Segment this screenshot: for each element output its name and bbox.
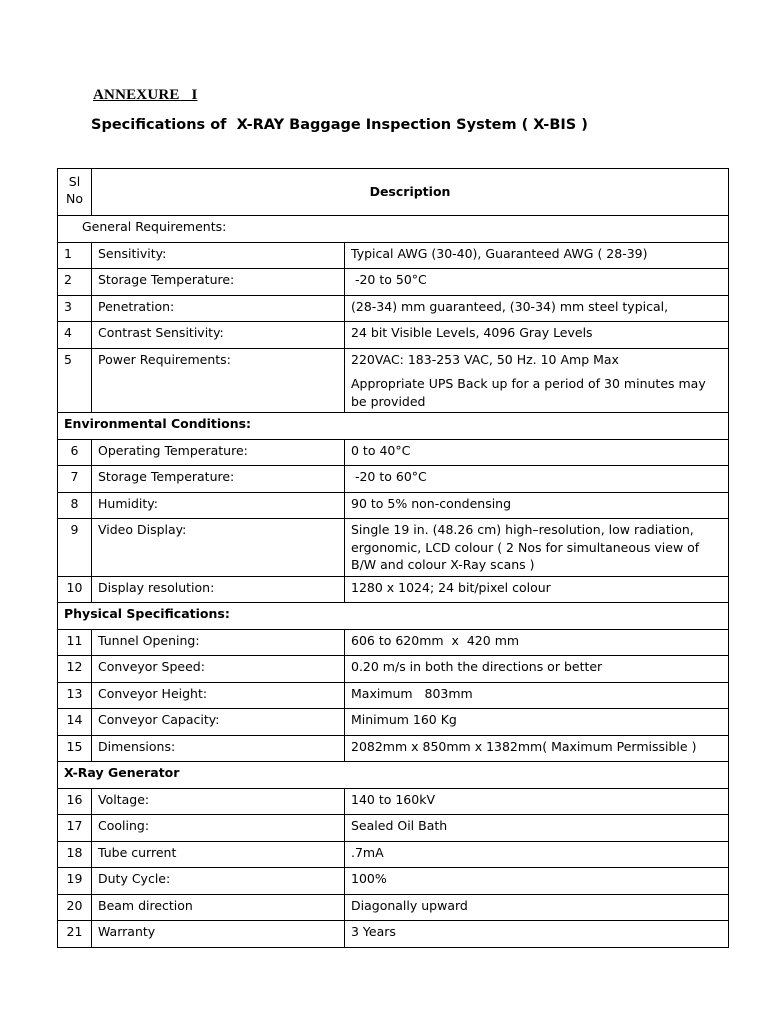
table-row xyxy=(58,269,729,296)
row-parameter: Contrast Sensitivity: xyxy=(92,322,345,349)
power-spec-text: 220VAC: 183-253 VAC, 50 Hz. 10 Amp Max xyxy=(351,351,619,367)
row-value xyxy=(345,348,729,413)
row-parameter: Sensitivity: xyxy=(92,242,345,269)
row-number: 7 xyxy=(58,466,92,493)
table-row xyxy=(58,348,729,413)
row-value: 140 to 160kV xyxy=(345,788,729,815)
row-parameter: Storage Temperature: xyxy=(92,269,345,296)
row-parameter: Penetration: xyxy=(92,295,345,322)
table-row xyxy=(58,466,729,493)
row-value: Minimum 160 Kg xyxy=(345,709,729,736)
table-row xyxy=(58,439,729,466)
row-value: Single 19 in. (48.26 cm) high–resolution, low radiation, ergonomic, LCD colour ( 2 Nos for simultaneous view of B/W and colour X-Ray scans ) xyxy=(345,519,729,577)
row-value: 24 bit Visible Levels, 4096 Gray Levels xyxy=(345,322,729,349)
table-row xyxy=(58,709,729,736)
table-row xyxy=(58,576,729,603)
row-parameter: Power Requirements: xyxy=(92,348,345,413)
row-number: 19 xyxy=(58,868,92,895)
row-value: (28-34) mm guaranteed, (30-34) mm steel typical, xyxy=(345,295,729,322)
row-number: 15 xyxy=(58,735,92,762)
table-row xyxy=(58,492,729,519)
row-number: 11 xyxy=(58,629,92,656)
row-parameter: Operating Temperature: xyxy=(92,439,345,466)
specifications-table xyxy=(57,168,729,948)
row-value: 3 Years xyxy=(345,921,729,948)
row-number: 21 xyxy=(58,921,92,948)
table-row xyxy=(58,682,729,709)
row-number: 18 xyxy=(58,841,92,868)
section-row xyxy=(58,762,729,789)
row-value: 90 to 5% non-condensing xyxy=(345,492,729,519)
row-number: 1 xyxy=(58,242,92,269)
header-sl-no: Sl No xyxy=(58,169,92,216)
row-number: 5 xyxy=(58,348,92,413)
table-row xyxy=(58,788,729,815)
row-value: Sealed Oil Bath xyxy=(345,815,729,842)
row-parameter: Tube current xyxy=(92,841,345,868)
row-value: -20 to 60°C xyxy=(345,466,729,493)
table-row xyxy=(58,519,729,577)
table-row xyxy=(58,921,729,948)
table-row xyxy=(58,868,729,895)
row-value: 100% xyxy=(345,868,729,895)
table-row xyxy=(58,629,729,656)
row-number: 2 xyxy=(58,269,92,296)
row-number: 6 xyxy=(58,439,92,466)
row-parameter: Conveyor Speed: xyxy=(92,656,345,683)
ups-spec-text: Appropriate UPS Back up for a period of 30 minutes may be provided xyxy=(351,376,706,409)
row-number: 10 xyxy=(58,576,92,603)
section-xray-generator: X-Ray Generator xyxy=(58,762,729,789)
row-number: 20 xyxy=(58,894,92,921)
row-number: 4 xyxy=(58,322,92,349)
row-number: 3 xyxy=(58,295,92,322)
row-number: 9 xyxy=(58,519,92,577)
table-header-row xyxy=(58,169,729,216)
row-parameter: Tunnel Opening: xyxy=(92,629,345,656)
row-number: 17 xyxy=(58,815,92,842)
row-value: Diagonally upward xyxy=(345,894,729,921)
row-value: Maximum 803mm xyxy=(345,682,729,709)
document-title: Specifications of X-RAY Baggage Inspection System ( X-BIS ) xyxy=(91,117,588,133)
row-value: .7mA xyxy=(345,841,729,868)
table-row xyxy=(58,894,729,921)
table-row xyxy=(58,841,729,868)
table-row xyxy=(58,242,729,269)
row-parameter: Conveyor Height: xyxy=(92,682,345,709)
section-row xyxy=(58,603,729,630)
row-parameter: Dimensions: xyxy=(92,735,345,762)
row-parameter: Voltage: xyxy=(92,788,345,815)
row-parameter: Display resolution: xyxy=(92,576,345,603)
row-parameter: Storage Temperature: xyxy=(92,466,345,493)
section-general-requirements: General Requirements: xyxy=(58,216,729,243)
row-value: -20 to 50°C xyxy=(345,269,729,296)
row-parameter: Beam direction xyxy=(92,894,345,921)
row-number: 8 xyxy=(58,492,92,519)
row-number: 16 xyxy=(58,788,92,815)
table-row xyxy=(58,295,729,322)
section-physical-specifications: Physical Specifications: xyxy=(58,603,729,630)
row-number: 13 xyxy=(58,682,92,709)
annexure-heading: ANNEXURE I xyxy=(93,87,198,103)
row-parameter: Duty Cycle: xyxy=(92,868,345,895)
row-value: 0.20 m/s in both the directions or better xyxy=(345,656,729,683)
table-row xyxy=(58,322,729,349)
row-parameter: Conveyor Capacity: xyxy=(92,709,345,736)
row-value: 0 to 40°C xyxy=(345,439,729,466)
row-value: Typical AWG (30-40), Guaranteed AWG ( 28-39) xyxy=(345,242,729,269)
section-row xyxy=(58,413,729,440)
row-value: 606 to 620mm x 420 mm xyxy=(345,629,729,656)
row-parameter: Video Display: xyxy=(92,519,345,577)
row-number: 14 xyxy=(58,709,92,736)
row-parameter: Cooling: xyxy=(92,815,345,842)
table-row xyxy=(58,656,729,683)
row-parameter: Humidity: xyxy=(92,492,345,519)
header-description: Description xyxy=(92,169,729,216)
row-value: 1280 x 1024; 24 bit/pixel colour xyxy=(345,576,729,603)
row-number: 12 xyxy=(58,656,92,683)
table-row xyxy=(58,815,729,842)
section-row xyxy=(58,216,729,243)
row-parameter: Warranty xyxy=(92,921,345,948)
section-environmental-conditions: Environmental Conditions: xyxy=(58,413,729,440)
row-value: 2082mm x 850mm x 1382mm( Maximum Permissible ) xyxy=(345,735,729,762)
table-row xyxy=(58,735,729,762)
